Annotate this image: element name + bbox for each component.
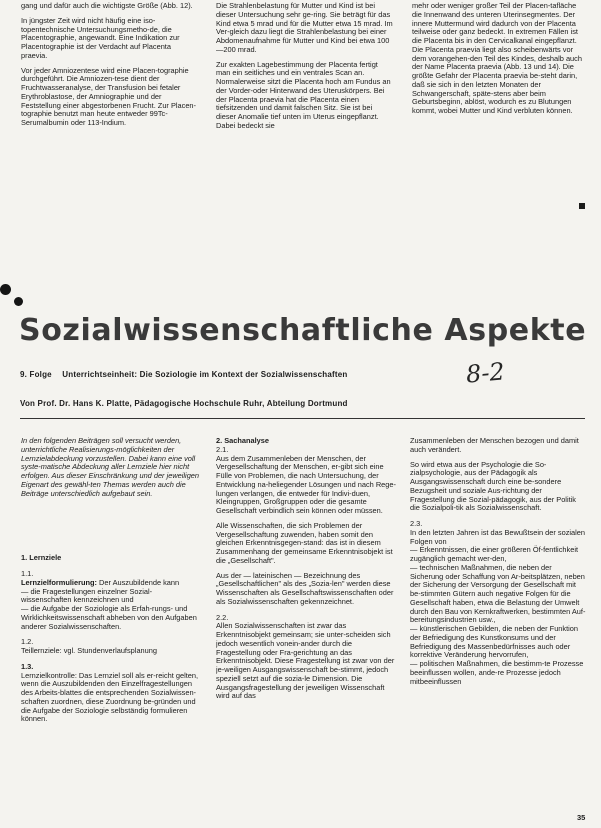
handwritten-note: 8-2 xyxy=(464,357,506,389)
top-column-3 xyxy=(412,2,587,237)
section-number-1-2: 1.2. xyxy=(21,637,34,647)
section-number-2-3: 2.3. xyxy=(410,519,423,528)
end-of-article-marker xyxy=(579,203,585,209)
intro-text-block xyxy=(21,437,200,498)
punch-hole-dot xyxy=(14,297,23,306)
top-column-1 xyxy=(21,2,197,237)
section-number-1-3: 1.3. xyxy=(21,661,34,671)
s12-text: Teillernziele: vgl. Stundenverlaufsplanung xyxy=(21,646,157,655)
body-column-2 xyxy=(216,437,396,822)
body-column-1 xyxy=(21,437,200,822)
intro-paragraph: In den folgenden Beiträgen soll versucht werden, unterrichtliche Realisierungs-möglichkeiten der Lernzielabdeckung vorzustellen. Dabei kann eine voll syste-matische Abdeckung aller Lernziele hier nicht erfolgen. Aus dieser Einschränkung und der jeweiligen Eigenart des gewähl-ten Themas werden auch die Beiträge unterschiedlich aufgebaut sein. xyxy=(21,437,200,498)
top-col2-paragraph-2: Zur exakten Lagebestimmung der Placenta fertigt man ein seitliches und ein ventrales Scan an. Normalerweise sitzt die Placenta hoch am Fundus an der Vorder-oder Hinterwand des Uteruskörpers. Bei der Placenta praevia hat die Placenta einen tiefsitzenden und damit falschen Sitz. Sie ist bei dieser Anomalie tief unten im Uterus eingepflanzt. Dabei bedeckt sie xyxy=(216,59,391,130)
s11-item-1: — die Fragestellungen einzelner Sozial-wissenschaften kennzeichnen und xyxy=(21,586,153,605)
s23-item-2: — technischen Maßnahmen, die neben der Sicherung oder Schaffung von Ar-beitsplätzen, neben der Sicherung der Versorgung der Gesellschaft mit be-stimmten Gütern auch negative Folgen für die Gesellschaft haben, etwa die Belastung der Umwelt durch den Bau von Kernkraftwerken, bestimmten Auf-bereitungsindustrien usw., xyxy=(410,562,586,625)
col3-paragraph-1: Zusammenleben der Menschen bezogen und damit auch verändert. xyxy=(410,437,579,454)
s11-text: Der Auszubildende kann xyxy=(96,577,180,587)
series-line xyxy=(20,370,347,379)
body-column-3 xyxy=(410,437,587,809)
col3-paragraph-2: So wird etwa aus der Psychologie die So-zialpsychologie, aus der Pädagogik als Ausgangswissenschaft durch eine be-sondere Bezugsheit und soziale Aus-richtung der Fragestellung die Sozial-pädagogik, aus der Politik die Sozialpoli-tik als Sozialwissenschaft. xyxy=(410,459,576,513)
s23-item-4: — politischen Maßnahmen, die bestimm-te Prozesse beeinflussen wollen, ande-re Prozesse jedoch mitbeeinflussen xyxy=(410,659,584,686)
s23-item-3: — künstlerischen Gebilden, die neben der Funktion der Befriedigung des Kunstkonsums und der Befriedigung des Massenbedürfnisses auch oder korrektive Veränderung hervorrufen, xyxy=(410,624,579,660)
section-heading-lernziele: 1. Lernziele xyxy=(21,553,62,563)
page-number: 35 xyxy=(577,813,586,822)
s23-item-1: — Erkenntnissen, die einer größeren Öf-fentlichkeit zugänglich gemacht wer-den, xyxy=(410,545,579,563)
header-divider xyxy=(20,418,585,419)
s21-paragraph-1: Aus dem Zusammenleben der Menschen, der Vergesellschaftung der Menschen, er-gibt sich eine Fülle von Problemen, die nach Untersuchung, der Entwicklung na-heliegender Lösungen und nach Rege-lungen verlangen, die entweder für Indivi-duen, Kleingruppen, Großgruppen oder die gesamte Gesellschaft verbindlich sein können oder müssen. xyxy=(216,453,396,515)
section-number-2-1: 2.1. xyxy=(216,444,229,454)
s23-intro: In den letzten Jahren ist das Bewußtsein der sozialen Folgen von xyxy=(410,527,586,546)
author-byline: Von Prof. Dr. Hans K. Platte, Pädagogische Hochschule Ruhr, Abteilung Dortmund xyxy=(20,399,348,408)
top-col2-paragraph-1: Die Strahlenbelastung für Mutter und Kind ist bei dieser Untersuchung sehr ge-ring. Sie beträgt für das Kind etwa 5 mrad und für die Mutter etwa 15 mrad. Im Ver-gleich dazu liegt die Strahlenbelastung bei einer Abdomenaufnahme für Mutter und Kind bei etwa 100—200 mrad. xyxy=(216,2,393,54)
s21-paragraph-2: Alle Wissenschaften, die sich Problemen der Vergesellschaftung zuwenden, haben somit den gleichen Erkenntnisgegen-stand: das ist in diesem Zusammenhang der gemeinsame Erkenntnisobjekt ist die „Gesellschaft". xyxy=(216,520,393,565)
punch-hole-dot xyxy=(0,284,11,295)
top-col3-paragraph-1: mehr oder weniger großer Teil der Placen-tafläche die Innenwand des unteren Uterinsegmentes. Der innere Muttermund wird dadurch von der Placenta teilweise oder ganz bedeckt. In extremen Fällen ist die Placenta bis in den Cervicalkanal eingepflanzt. Die Placenta praevia liegt also scheibenwärts vor dem vorangehen-den Teil des Kindes, deshalb auch der Name Placenta praevia (Abb. 13 und 14). Die größte Gefahr der Placenta praevia be-steht darin, daß sie sich in den letzten Monaten der Schwangerschaft, späte-stens aber beim Geburtsbeginn, ablöst, wodurch es zu Blutungen kommt, wobei Mutter und Kind verbluten können. xyxy=(412,2,582,115)
top-column-2 xyxy=(216,2,394,237)
article-title: Sozialwissenschaftliche Aspekte xyxy=(19,313,587,348)
s21-paragraph-3: Aus der — lateinischen — Bezeichnung des „Gesellschaftlichen" als des „Sozia-len" werden diese Wissenschaften als Gesellschaftswissenschaften oder als Sozialwissenschaften gekennzeichnet. xyxy=(216,570,394,606)
top-col1-paragraph-3: Vor jeder Amniozentese wird eine Placen-tographie durchgeführt. Die Amniozen-tese dient der Fruchtwasseranalyse, der Transfusion bei fetaler Erythroblastose, der Amniographie und der Feststellung einer abgestorbenen Frucht. Zur Placen-tographie benutzt man heute entweder 99Tc-Serumalbumin oder 113-Indium. xyxy=(21,65,197,127)
series-title: Unterrichtseinheit: Die Soziologie im Kontext der Sozialwissenschaften xyxy=(62,370,348,379)
s11-item-2: — die Aufgabe der Soziologie als Erfah-rungs- und Wirklichkeitswissenschaft abheben von den Aufgaben anderer Sozialwissenschaften. xyxy=(21,604,197,631)
section-heading-sachanalyse: 2. Sachanalyse xyxy=(216,437,270,445)
series-label: 9. Folge xyxy=(20,370,52,379)
s22-paragraph: Allen Sozialwissenschaften ist zwar das Erkenntnisobjekt gemeinsam; sie unter-scheiden sich jedoch wesentlich vonein-ander durch die Fragestellung oder Fra-gerichtung an das Erkenntnisobjekt. Diese Fragestellung ist zwar von der je-weiligen Ausgangswissenschaft be-stimmt, jedoch speziell setzt auf die sozia-le Dimension. Die Ausgangsfragestellung der jeweiligen Wissenschaft wird auf das xyxy=(216,621,395,701)
s13-text: Lernzielkontrolle: Das Lernziel soll als er-reicht gelten, wenn die Auszubildenden den Einzelfragestellungen des Arbeits-blattes die entsprechenden Sozialwissen-schaften zuordnen, diese Zuordnung be-gründen und die Aufgabe der Soziologie selbständig formulieren können. xyxy=(21,670,199,724)
section-number-2-2: 2.2. xyxy=(216,612,229,622)
top-col1-paragraph-1: gang und dafür auch die wichtigste Größe (Abb. 12). xyxy=(21,2,193,10)
s11-lead: Lernzielformulierung: xyxy=(21,577,97,587)
top-col1-paragraph-2: In jüngster Zeit wird nicht häufig eine iso-topentechnische Untersuchungsmetho-de, die Placentographie, angewandt. Eine Indikation zur Placentographie ist der Verdacht auf Placenta praevia. xyxy=(21,15,180,60)
section-number-1-1: 1.1. xyxy=(21,569,34,578)
